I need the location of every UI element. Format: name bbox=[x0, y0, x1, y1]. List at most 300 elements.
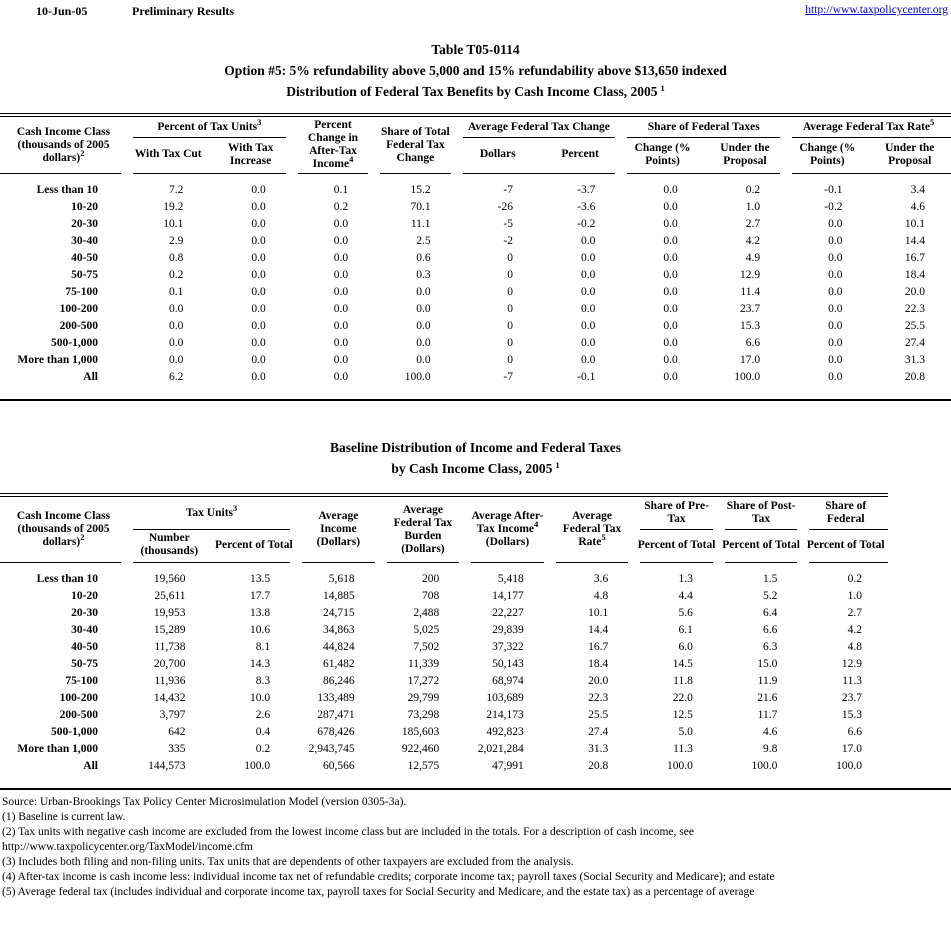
cell-value: 0.0 bbox=[333, 337, 349, 349]
cell-value: 21.6 bbox=[757, 692, 778, 704]
cell-value: 0.0 bbox=[169, 354, 184, 366]
cell-value: 44,824 bbox=[323, 641, 355, 653]
cell-value: 20.0 bbox=[588, 675, 609, 687]
footnote-ref: 5 bbox=[930, 116, 935, 127]
cell-value: 0.0 bbox=[828, 371, 843, 383]
table1-bottom-rule bbox=[0, 399, 951, 401]
taxpolicycenter-link[interactable]: http://www.taxpolicycenter.org bbox=[805, 4, 948, 16]
cell-value: 0.0 bbox=[416, 303, 431, 315]
cell-value: 15.0 bbox=[757, 658, 778, 670]
page-header bbox=[0, 4, 951, 22]
baseline-caption-line2: by Cash Income Class, 2005 $^1$ bbox=[391, 459, 560, 476]
footnote-ref: 1 bbox=[555, 459, 560, 470]
table-row bbox=[0, 707, 888, 724]
cell-value: 10.1 bbox=[163, 218, 184, 230]
report-date: 10-Jun-05 bbox=[36, 4, 88, 18]
cell-value: 11.7 bbox=[757, 709, 778, 721]
cell-value: 0.4 bbox=[255, 726, 271, 738]
cell-value: 4.2 bbox=[745, 235, 761, 247]
group-share-federal-taxes: Share of Federal Taxes bbox=[647, 120, 760, 133]
footnote-ref: 4 bbox=[534, 519, 539, 530]
cell-value: 20,700 bbox=[153, 658, 186, 670]
row-label: 200-500 bbox=[59, 709, 98, 721]
cell-value: -0.2 bbox=[577, 218, 596, 230]
cell-value: 23.7 bbox=[841, 692, 862, 704]
footnote-ref: 5 bbox=[601, 532, 606, 543]
cell-value: -3.7 bbox=[577, 184, 596, 196]
cell-value: 4.4 bbox=[678, 590, 693, 602]
benefits-table-body bbox=[0, 174, 951, 386]
cell-value: 3,797 bbox=[159, 709, 186, 721]
row-label: 75-100 bbox=[65, 286, 98, 298]
cell-value: 60,566 bbox=[323, 760, 355, 772]
cell-value: 0.0 bbox=[333, 286, 349, 298]
cell-value: 7.2 bbox=[169, 184, 184, 196]
group-percent-tax-units: Percent of Tax Units$^3$ bbox=[157, 116, 262, 133]
cell-value: 678,426 bbox=[317, 726, 355, 738]
cell-value: 31.3 bbox=[904, 354, 925, 366]
cell-value: 492,823 bbox=[486, 726, 524, 738]
cell-value: 0.0 bbox=[416, 320, 431, 332]
cell-value: 3.6 bbox=[593, 573, 609, 585]
cell-value: 7,502 bbox=[413, 641, 440, 653]
cell-value: 15,289 bbox=[153, 624, 186, 636]
header-bottom-rules bbox=[0, 173, 951, 174]
cell-value: 2.7 bbox=[745, 218, 761, 230]
table-row bbox=[0, 588, 888, 605]
cell-value: -0.1 bbox=[824, 184, 843, 196]
cell-value: 20.0 bbox=[904, 286, 925, 298]
col-under-proposal: Under the Proposal bbox=[720, 141, 770, 167]
cell-value: 50,143 bbox=[492, 658, 524, 670]
cell-value: 0.0 bbox=[333, 303, 349, 315]
cell-value: 100.0 bbox=[404, 371, 431, 383]
cell-value: 100.0 bbox=[734, 371, 761, 383]
cell-value: 0.0 bbox=[663, 286, 678, 298]
cell-value: 86,246 bbox=[323, 675, 355, 687]
cell-value: 3.4 bbox=[910, 184, 925, 196]
cell-value: 0.0 bbox=[828, 269, 843, 281]
cell-value: 25,611 bbox=[154, 590, 186, 602]
cell-value: 0.0 bbox=[828, 337, 843, 349]
option-subtitle: Option #5: 5% refundability above 5,000 and 15% refundability above $13,650 indexed bbox=[224, 63, 727, 78]
row-label: 30-40 bbox=[71, 624, 98, 636]
cell-value: 16.7 bbox=[588, 641, 609, 653]
cell-value: 0.0 bbox=[251, 354, 266, 366]
cell-value: 200 bbox=[421, 573, 440, 585]
table-row bbox=[0, 673, 888, 690]
cell-value: 100.0 bbox=[244, 760, 271, 772]
row-label: More than 1,000 bbox=[17, 354, 98, 366]
cell-value: 70.1 bbox=[410, 201, 431, 213]
cell-value: 214,173 bbox=[486, 709, 524, 721]
cell-value: 0.0 bbox=[251, 371, 266, 383]
table-row bbox=[0, 571, 888, 588]
cell-value: 144,573 bbox=[148, 760, 186, 772]
cell-value: 34,863 bbox=[323, 624, 355, 636]
row-label: 50-75 bbox=[71, 269, 98, 281]
cell-value: 0 bbox=[507, 286, 513, 298]
cell-value: 0.0 bbox=[580, 337, 596, 349]
cell-value: 5.0 bbox=[678, 726, 693, 738]
row-label: 10-20 bbox=[71, 201, 98, 213]
cell-value: 1.0 bbox=[745, 201, 761, 213]
row-label: 200-500 bbox=[59, 320, 98, 332]
footnote-ref: 1 bbox=[660, 82, 665, 93]
cell-value: 2.6 bbox=[255, 709, 271, 721]
cell-value: 922,460 bbox=[401, 743, 440, 755]
cell-value: 0.0 bbox=[828, 218, 843, 230]
cell-value: 20.8 bbox=[904, 371, 925, 383]
cell-value: 14,432 bbox=[153, 692, 186, 704]
cell-value: 0.0 bbox=[333, 218, 349, 230]
cell-value: -0.2 bbox=[824, 201, 843, 213]
cell-value: 0.0 bbox=[663, 303, 678, 315]
cell-value: 25.5 bbox=[588, 709, 609, 721]
cell-value: 11.3 bbox=[673, 743, 693, 755]
benefits-table-header bbox=[0, 117, 951, 174]
col-average-income: Average Income (Dollars) bbox=[316, 510, 361, 548]
footnote-ref: 4 bbox=[349, 154, 354, 165]
cell-value: 12.9 bbox=[841, 658, 862, 670]
cell-value: 15.3 bbox=[740, 320, 761, 332]
col-percent-of-total: Percent of Total bbox=[722, 538, 800, 551]
col-number-thousands: Number (thousands) bbox=[140, 532, 199, 557]
row-label: 500-1,000 bbox=[51, 726, 98, 738]
cell-value: 11.8 bbox=[673, 675, 693, 687]
row-label: 50-75 bbox=[71, 658, 98, 670]
row-label: 20-30 bbox=[71, 218, 98, 230]
cell-value: 2.9 bbox=[169, 235, 184, 247]
row-label: All bbox=[83, 371, 98, 383]
row-label: 100-200 bbox=[59, 692, 98, 704]
cell-value: 0 bbox=[507, 354, 513, 366]
cell-value: 0.0 bbox=[580, 235, 596, 247]
cell-value: 9.8 bbox=[763, 743, 778, 755]
cell-value: 11.3 bbox=[842, 675, 862, 687]
cell-value: 11.9 bbox=[757, 675, 778, 687]
cell-value: 1.3 bbox=[678, 573, 693, 585]
preliminary-results-label: Preliminary Results bbox=[132, 4, 235, 18]
footnote-ref: 2 bbox=[80, 532, 85, 543]
table-row bbox=[0, 233, 951, 250]
row-label: 20-30 bbox=[71, 607, 98, 619]
cell-value: 0.0 bbox=[333, 354, 349, 366]
table-row bbox=[0, 318, 951, 335]
cell-value: 6.0 bbox=[678, 641, 693, 653]
col-change-points: Change (% Points) bbox=[799, 141, 856, 167]
cell-value: 15.3 bbox=[841, 709, 862, 721]
group-share-post-tax: Share of Post-Tax bbox=[726, 500, 796, 525]
group-avg-federal-tax-rate: Average Federal Tax Rate$^5$ bbox=[802, 116, 935, 133]
cell-value: 15.2 bbox=[410, 184, 431, 196]
row-label: More than 1,000 bbox=[17, 743, 98, 755]
cell-value: 0.0 bbox=[828, 354, 843, 366]
row-label: 500-1,000 bbox=[51, 337, 98, 349]
cell-value: 0.0 bbox=[663, 337, 678, 349]
footnotes bbox=[0, 795, 951, 900]
cell-value: 0 bbox=[507, 337, 513, 349]
cell-value: 47,991 bbox=[492, 760, 524, 772]
col-under-proposal: Under the Proposal bbox=[885, 141, 935, 167]
cell-value: 17.0 bbox=[841, 743, 862, 755]
row-label: Less than 10 bbox=[36, 573, 98, 585]
cell-value: 0.0 bbox=[251, 269, 266, 281]
cell-value: 29,799 bbox=[407, 692, 440, 704]
col-share-total-change: Share of Total Federal Tax Change bbox=[380, 125, 450, 164]
footnote-line: (4) After-tax income is cash income less: individual income tax net of refundable credits; corporate income tax; payroll taxes (Social Security and Medicare); and estate bbox=[2, 871, 775, 883]
cell-value: 0.0 bbox=[333, 320, 349, 332]
cell-value: 0.0 bbox=[580, 320, 596, 332]
title-block bbox=[0, 39, 951, 102]
col-percent-of-total: Percent of Total bbox=[806, 538, 885, 551]
cell-value: 5.2 bbox=[763, 590, 778, 602]
cell-value: 8.1 bbox=[255, 641, 271, 653]
cell-value: 25.5 bbox=[904, 320, 925, 332]
cell-value: 0.0 bbox=[663, 184, 678, 196]
cell-value: 0.0 bbox=[663, 235, 678, 247]
cell-value: -2 bbox=[503, 235, 513, 247]
cell-value: 0.0 bbox=[580, 286, 596, 298]
col-avg-after-tax-income: Average After-Tax Income$^4$ (Dollars) bbox=[471, 510, 544, 548]
cell-value: 2,488 bbox=[413, 607, 440, 619]
cell-value: 0.0 bbox=[828, 320, 843, 332]
cell-value: 11.1 bbox=[410, 218, 431, 230]
cell-value: 0.2 bbox=[169, 269, 184, 281]
footnote-ref: 3 bbox=[257, 116, 262, 127]
cell-value: 22.3 bbox=[904, 303, 925, 315]
cell-value: 642 bbox=[168, 726, 186, 738]
cell-value: 4.8 bbox=[847, 641, 862, 653]
table-row bbox=[0, 250, 951, 267]
cell-value: 100.0 bbox=[836, 760, 862, 772]
col-income-class: Cash Income Class (thousands of 2005 dollars)$^2$ bbox=[16, 125, 111, 164]
cell-value: 0.0 bbox=[663, 320, 678, 332]
cell-value: 14,177 bbox=[492, 590, 524, 602]
cell-value: 0.0 bbox=[251, 286, 266, 298]
cell-value: 6.4 bbox=[763, 607, 778, 619]
cell-value: 0.2 bbox=[745, 184, 761, 196]
footnote-ref: 3 bbox=[233, 502, 238, 513]
row-label: Less than 10 bbox=[36, 184, 98, 196]
cell-value: 0 bbox=[507, 252, 513, 264]
cell-value: 0.0 bbox=[828, 286, 843, 298]
cell-value: 12.9 bbox=[740, 269, 761, 281]
cell-value: 0.0 bbox=[251, 320, 266, 332]
cell-value: 0.0 bbox=[251, 235, 266, 247]
cell-value: 19,560 bbox=[153, 573, 186, 585]
cell-value: 4.8 bbox=[593, 590, 609, 602]
cell-value: 0.0 bbox=[416, 354, 431, 366]
table-row bbox=[0, 182, 951, 199]
cell-value: 17.7 bbox=[249, 590, 271, 602]
cell-value: 2,021,284 bbox=[477, 743, 524, 755]
cell-value: 20.8 bbox=[588, 760, 609, 772]
footnotes-top-rule bbox=[0, 788, 951, 790]
cell-value: 0.0 bbox=[663, 201, 678, 213]
cell-value: 29,839 bbox=[492, 624, 524, 636]
table-number-title: Table T05-0114 bbox=[431, 42, 520, 57]
cell-value: 0.0 bbox=[580, 354, 596, 366]
cell-value: 100.0 bbox=[666, 760, 693, 772]
cell-value: 37,322 bbox=[492, 641, 524, 653]
col-with-tax-cut: With Tax Cut bbox=[134, 148, 202, 161]
cell-value: 13.8 bbox=[249, 607, 271, 619]
cell-value: 27.4 bbox=[904, 337, 925, 349]
col-avg-federal-tax-burden: Average Federal Tax Burden (Dollars) bbox=[393, 503, 453, 555]
cell-value: 6.6 bbox=[847, 726, 862, 738]
cell-value: 0.2 bbox=[255, 743, 271, 755]
col-percent-of-total: Percent of Total bbox=[637, 538, 716, 551]
distribution-caption: Distribution of Federal Tax Benefits by Cash Income Class, 2005 $^1$ bbox=[286, 82, 665, 99]
cell-value: 8.3 bbox=[255, 675, 271, 687]
cell-value: 11,339 bbox=[407, 658, 440, 670]
col-income-class: Cash Income Class (thousands of 2005 dollars)$^2$ bbox=[16, 510, 111, 548]
table-row bbox=[0, 605, 888, 622]
cell-value: 5,618 bbox=[328, 573, 355, 585]
cell-value: 0.0 bbox=[828, 303, 843, 315]
col-avg-federal-tax-rate: Average Federal Tax Rate$^5$ bbox=[562, 510, 622, 548]
col-dollars: Dollars bbox=[479, 148, 516, 161]
cell-value: 133,489 bbox=[317, 692, 355, 704]
footnote-line: (2) Tax units with negative cash income are excluded from the lowest income class but are included in the totals. For a description of cash income, see bbox=[2, 826, 694, 838]
cell-value: 103,689 bbox=[486, 692, 524, 704]
cell-value: 10.6 bbox=[249, 624, 271, 636]
group-avg-federal-tax-change: Average Federal Tax Change bbox=[467, 120, 610, 133]
table-row bbox=[0, 199, 951, 216]
col-with-tax-increase: With Tax Increase bbox=[227, 141, 274, 167]
cell-value: 11.4 bbox=[740, 286, 761, 298]
cell-value: 17.0 bbox=[740, 354, 761, 366]
footnote-line: Source: Urban-Brookings Tax Policy Center Microsimulation Model (version 0305-3a). bbox=[2, 796, 407, 808]
cell-value: 0.0 bbox=[663, 218, 678, 230]
cell-value: 0.0 bbox=[416, 286, 431, 298]
col-pct-change-after-tax: Percent Change in After-Tax Income$^4$ bbox=[307, 119, 359, 170]
cell-value: 4.9 bbox=[745, 252, 761, 264]
cell-value: 0.0 bbox=[333, 269, 349, 281]
cell-value: 61,482 bbox=[323, 658, 355, 670]
cell-value: 0.0 bbox=[663, 269, 678, 281]
cell-value: -7 bbox=[503, 371, 513, 383]
cell-value: 0.0 bbox=[333, 371, 349, 383]
cell-value: -3.6 bbox=[577, 201, 596, 213]
cell-value: 0.0 bbox=[663, 371, 678, 383]
cell-value: -5 bbox=[503, 218, 513, 230]
cell-value: 1.0 bbox=[847, 590, 862, 602]
footnote-line: (5) Average federal tax (includes individual and corporate income tax, payroll taxes for Social Security and Medicare, and the estate tax) as a percentage of average bbox=[2, 886, 755, 898]
cell-value: 6.2 bbox=[169, 371, 184, 383]
cell-value: 18.4 bbox=[588, 658, 609, 670]
footnote-line: http://www.taxpolicycenter.org/TaxModel/income.cfm bbox=[2, 841, 253, 853]
cell-value: 287,471 bbox=[317, 709, 355, 721]
col-percent: Percent bbox=[561, 148, 599, 161]
cell-value: 0.1 bbox=[169, 286, 184, 298]
cell-value: 2.7 bbox=[847, 607, 862, 619]
cell-value: 12.5 bbox=[672, 709, 693, 721]
baseline-table-caption bbox=[0, 437, 951, 479]
cell-value: 4.6 bbox=[910, 201, 925, 213]
cell-value: 0.0 bbox=[169, 320, 184, 332]
cell-value: 185,603 bbox=[401, 726, 440, 738]
footnote-line: (3) Includes both filing and non-filing units. Tax units that are dependents of other taxpayers are excluded from the analysis. bbox=[2, 856, 574, 868]
cell-value: 0.1 bbox=[333, 184, 349, 196]
cell-value: 708 bbox=[421, 590, 440, 602]
cell-value: 0.0 bbox=[251, 303, 266, 315]
cell-value: 4.2 bbox=[847, 624, 862, 636]
cell-value: 14,885 bbox=[323, 590, 355, 602]
cell-value: 19,953 bbox=[153, 607, 186, 619]
cell-value: 11,738 bbox=[154, 641, 186, 653]
cell-value: 5,025 bbox=[413, 624, 440, 636]
cell-value: 14.3 bbox=[249, 658, 271, 670]
cell-value: 17,272 bbox=[407, 675, 440, 687]
cell-value: 0.0 bbox=[416, 337, 431, 349]
cell-value: 2,943,745 bbox=[308, 743, 355, 755]
cell-value: 12,575 bbox=[407, 760, 440, 772]
table-row bbox=[0, 724, 888, 741]
table-row bbox=[0, 352, 951, 369]
cell-value: 5.6 bbox=[678, 607, 693, 619]
cell-value: 0.3 bbox=[416, 269, 431, 281]
cell-value: 0.0 bbox=[169, 303, 184, 315]
benefits-table bbox=[0, 117, 951, 386]
cell-value: 24,715 bbox=[323, 607, 355, 619]
table-row bbox=[0, 741, 888, 758]
cell-value: 6.3 bbox=[763, 641, 778, 653]
cell-value: 0.8 bbox=[169, 252, 184, 264]
cell-value: -0.1 bbox=[577, 371, 596, 383]
col-change-points: Change (% Points) bbox=[634, 141, 691, 167]
cell-value: 335 bbox=[168, 743, 186, 755]
cell-value: 0.0 bbox=[251, 184, 266, 196]
cell-value: 0.0 bbox=[251, 201, 266, 213]
cell-value: 14.5 bbox=[672, 658, 693, 670]
cell-value: 31.3 bbox=[588, 743, 609, 755]
cell-value: 11,936 bbox=[154, 675, 186, 687]
cell-value: 0.0 bbox=[663, 354, 678, 366]
cell-value: 0.0 bbox=[251, 337, 266, 349]
cell-value: 22.3 bbox=[588, 692, 609, 704]
table-row bbox=[0, 639, 888, 656]
footnote-ref: 2 bbox=[80, 147, 85, 158]
cell-value: 0 bbox=[507, 269, 513, 281]
cell-value: 0 bbox=[507, 303, 513, 315]
row-label: 30-40 bbox=[71, 235, 98, 247]
cell-value: 10.1 bbox=[904, 218, 925, 230]
cell-value: 0.0 bbox=[828, 252, 843, 264]
cell-value: 14.4 bbox=[588, 624, 609, 636]
cell-value: 4.6 bbox=[763, 726, 778, 738]
cell-value: 10.1 bbox=[588, 607, 609, 619]
cell-value: 0.0 bbox=[251, 218, 266, 230]
cell-value: 0.0 bbox=[333, 235, 349, 247]
cell-value: 16.7 bbox=[904, 252, 925, 264]
cell-value: 0 bbox=[507, 320, 513, 332]
cell-value: 0.0 bbox=[580, 303, 596, 315]
cell-value: 0.0 bbox=[828, 235, 843, 247]
table-row bbox=[0, 216, 951, 233]
cell-value: 0.0 bbox=[169, 337, 184, 349]
row-label: 100-200 bbox=[59, 303, 98, 315]
row-label: All bbox=[83, 760, 98, 772]
table-row bbox=[0, 301, 951, 318]
cell-value: 18.4 bbox=[904, 269, 925, 281]
cell-value: 27.4 bbox=[588, 726, 609, 738]
group-tax-units: Tax Units$^3$ bbox=[185, 502, 238, 519]
cell-value: -26 bbox=[497, 201, 513, 213]
cell-value: 6.1 bbox=[678, 624, 693, 636]
cell-value: 13.5 bbox=[249, 573, 271, 585]
